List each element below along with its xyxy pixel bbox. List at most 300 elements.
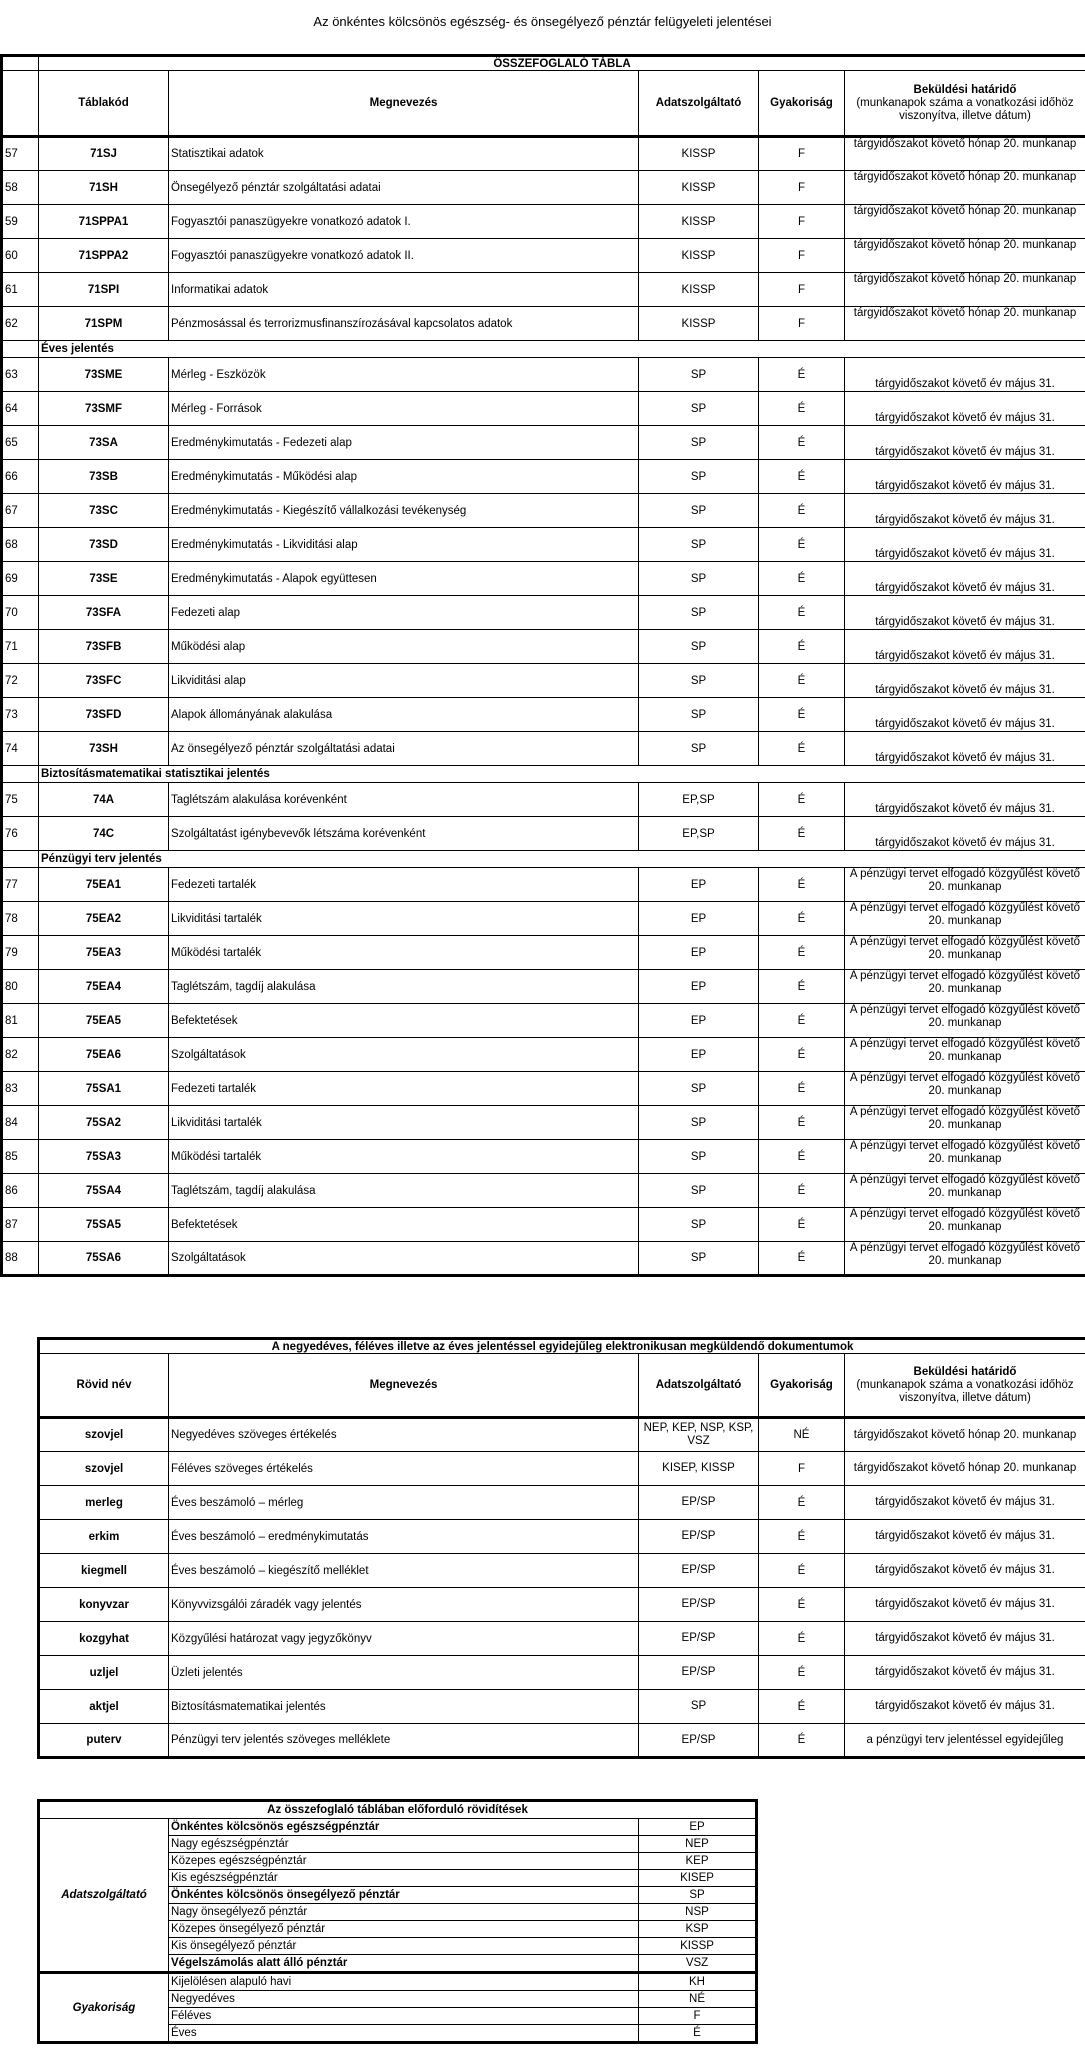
abbreviation-code: KSP [639, 1921, 757, 1938]
table-code: 73SD [39, 528, 169, 562]
frequency-code: F [759, 239, 845, 273]
frequency-code: É [759, 783, 845, 817]
row-number: 83 [2, 1072, 39, 1106]
frequency-code: É [759, 902, 845, 936]
table-code: 75SA4 [39, 1174, 169, 1208]
header-frequency: Gyakoriság [759, 71, 845, 137]
table-row [2, 970, 1085, 1004]
row-number: 80 [2, 970, 39, 1004]
table-name: Fogyasztói panaszügyekre vonatkozó adatok II. [169, 239, 639, 273]
row-number: 81 [2, 1004, 39, 1038]
provider-code: SP [639, 426, 759, 460]
abbreviation-code: É [639, 2025, 757, 2043]
table-row [2, 936, 1085, 970]
table-row [2, 494, 1085, 528]
table-name: Eredménykimutatás - Fedezeti alap [169, 426, 639, 460]
deadline: A pénzügyi tervet elfogadó közgyűlést követő 20. munkanap [845, 1072, 1085, 1106]
documents-table-caption: A negyedéves, féléves illetve az éves jelentéssel egyidejűleg elektronikusan megküldendő dokumentumok [39, 1339, 1085, 1354]
provider-code: EP [639, 1038, 759, 1072]
deadline: tárgyidőszakot követő év május 31. [845, 392, 1085, 426]
header-name: Megnevezés [169, 1354, 639, 1418]
frequency-code: É [759, 1106, 845, 1140]
header-short-name: Rövid név [39, 1354, 169, 1418]
table-code: 73SE [39, 562, 169, 596]
table-name: Eredménykimutatás - Likviditási alap [169, 528, 639, 562]
deadline: tárgyidőszakot követő év május 31. [845, 1656, 1085, 1690]
deadline: tárgyidőszakot követő év május 31. [845, 732, 1085, 766]
deadline: A pénzügyi tervet elfogadó közgyűlést követő 20. munkanap [845, 1208, 1085, 1242]
frequency-code: É [759, 970, 845, 1004]
row-number: 85 [2, 1140, 39, 1174]
summary-table [0, 54, 1085, 1277]
table-code: 74A [39, 783, 169, 817]
abbreviation-code: NSP [639, 1904, 757, 1921]
provider-code: NEP, KEP, NSP, KSP, VSZ [639, 1418, 759, 1452]
table-code: 71SPI [39, 273, 169, 307]
section-title: Biztosításmatematikai statisztikai jelentés [39, 766, 1085, 783]
abbreviation-name: Negyedéves [169, 1991, 639, 2008]
table-code: 71SJ [39, 137, 169, 171]
abbreviation-name: Éves [169, 2025, 639, 2043]
row-number: 74 [2, 732, 39, 766]
deadline: A pénzügyi tervet elfogadó közgyűlést követő 20. munkanap [845, 936, 1085, 970]
table-name: Szolgáltatást igénybevevők létszáma korévenként [169, 817, 639, 851]
frequency-code: F [759, 205, 845, 239]
table-row [2, 392, 1085, 426]
provider-code: SP [639, 1140, 759, 1174]
document-name: Biztosításmatematikai jelentés [169, 1690, 639, 1724]
frequency-code: É [759, 732, 845, 766]
frequency-code: É [759, 1072, 845, 1106]
deadline: tárgyidőszakot követő hónap 20. munkanap [845, 1452, 1085, 1486]
table-row [2, 273, 1085, 307]
table-name: Taglétszám alakulása korévenként [169, 783, 639, 817]
frequency-code: É [759, 817, 845, 851]
abbreviation-code: SP [639, 1887, 757, 1904]
frequency-code: F [759, 273, 845, 307]
table-name: Működési tartalék [169, 1140, 639, 1174]
header-code: Táblakód [39, 71, 169, 137]
deadline: tárgyidőszakot követő év május 31. [845, 698, 1085, 732]
table-name: Statisztikai adatok [169, 137, 639, 171]
table-row [2, 868, 1085, 902]
table-row [2, 307, 1085, 341]
frequency-code: É [759, 1520, 845, 1554]
deadline: tárgyidőszakot követő év május 31. [845, 817, 1085, 851]
row-number: 65 [2, 426, 39, 460]
provider-code: SP [639, 1242, 759, 1276]
table-row [2, 239, 1085, 273]
document-name: Pénzügyi terv jelentés szöveges melléklete [169, 1724, 639, 1758]
table-name: Alapok állományának alakulása [169, 698, 639, 732]
table-code: 75EA3 [39, 936, 169, 970]
table-code: 73SFC [39, 664, 169, 698]
provider-code: SP [639, 1174, 759, 1208]
deadline: tárgyidőszakot követő hónap 20. munkanap [845, 171, 1085, 205]
header-deadline: Beküldési határidő (munkanapok száma a vonatkozási időhöz viszonyítva, illetve dátum) [845, 71, 1085, 137]
table-row [2, 902, 1085, 936]
frequency-code: É [759, 1208, 845, 1242]
section-title: Éves jelentés [39, 341, 1085, 358]
frequency-code: É [759, 392, 845, 426]
provider-code: EP/SP [639, 1656, 759, 1690]
deadline: tárgyidőszakot követő hónap 20. munkanap [845, 239, 1085, 273]
row-number: 82 [2, 1038, 39, 1072]
header-frequency: Gyakoriság [759, 1354, 845, 1418]
abbreviation-code: NEP [639, 1836, 757, 1853]
row-number: 77 [2, 868, 39, 902]
provider-code: KISSP [639, 273, 759, 307]
abbreviation-row [39, 1819, 757, 1836]
table-code: 75SA2 [39, 1106, 169, 1140]
table-row [2, 205, 1085, 239]
abbreviation-code: KEP [639, 1853, 757, 1870]
short-name: puterv [39, 1724, 169, 1758]
table-name: Fedezeti tartalék [169, 868, 639, 902]
section-header [2, 341, 1085, 358]
section-spacer [2, 851, 39, 868]
abbreviation-row [39, 1973, 757, 1991]
table-code: 73SH [39, 732, 169, 766]
table-row [39, 1554, 1085, 1588]
table-row [2, 630, 1085, 664]
table-row [2, 1174, 1085, 1208]
deadline: tárgyidőszakot követő év május 31. [845, 1486, 1085, 1520]
row-number: 87 [2, 1208, 39, 1242]
short-name: kozgyhat [39, 1622, 169, 1656]
deadline: A pénzügyi tervet elfogadó közgyűlést követő 20. munkanap [845, 1004, 1085, 1038]
table-row [39, 1588, 1085, 1622]
abbreviation-name: Végelszámolás alatt álló pénztár [169, 1955, 639, 1973]
provider-code: SP [639, 664, 759, 698]
row-number: 84 [2, 1106, 39, 1140]
provider-code: EP [639, 936, 759, 970]
provider-code: SP [639, 562, 759, 596]
table-code: 71SPPA1 [39, 205, 169, 239]
table-code: 73SFD [39, 698, 169, 732]
table-code: 73SFA [39, 596, 169, 630]
table-row [39, 1486, 1085, 1520]
frequency-code: É [759, 528, 845, 562]
frequency-code: É [759, 1656, 845, 1690]
table-row [2, 171, 1085, 205]
table-row [39, 1452, 1085, 1486]
table-row [2, 1004, 1085, 1038]
section-header [2, 851, 1085, 868]
frequency-code: É [759, 1486, 845, 1520]
short-name: szovjel [39, 1418, 169, 1452]
frequency-code: É [759, 1724, 845, 1758]
short-name: kiegmell [39, 1554, 169, 1588]
table-row [2, 426, 1085, 460]
row-number: 62 [2, 307, 39, 341]
frequency-code: F [759, 171, 845, 205]
document-name: Üzleti jelentés [169, 1656, 639, 1690]
row-number: 58 [2, 171, 39, 205]
table-code: 75SA3 [39, 1140, 169, 1174]
abbreviation-code: VSZ [639, 1955, 757, 1973]
page-title: Az önkéntes kölcsönös egészség- és önsegélyező pénztár felügyeleti jelentései [313, 14, 772, 29]
provider-code: EP,SP [639, 783, 759, 817]
table-name: Működési alap [169, 630, 639, 664]
table-row [2, 460, 1085, 494]
table-row [2, 732, 1085, 766]
frequency-code: É [759, 1554, 845, 1588]
table-code: 73SME [39, 358, 169, 392]
deadline: tárgyidőszakot követő év május 31. [845, 596, 1085, 630]
abbreviation-name: Közepes egészségpénztár [169, 1853, 639, 1870]
table-name: Befektetések [169, 1004, 639, 1038]
abbreviation-name: Nagy önsegélyező pénztár [169, 1904, 639, 1921]
provider-code: SP [639, 1072, 759, 1106]
section-spacer [2, 766, 39, 783]
table-code: 73SB [39, 460, 169, 494]
table-code: 75EA4 [39, 970, 169, 1004]
table-code: 71SH [39, 171, 169, 205]
row-number: 68 [2, 528, 39, 562]
table-row [39, 1418, 1085, 1452]
table-code: 73SA [39, 426, 169, 460]
frequency-code: É [759, 664, 845, 698]
table-row [2, 1072, 1085, 1106]
deadline: a pénzügyi terv jelentéssel egyidejűleg [845, 1724, 1085, 1758]
row-number: 63 [2, 358, 39, 392]
abbreviation-name: Önkéntes kölcsönös egészségpénztár [169, 1819, 639, 1836]
table-row [2, 783, 1085, 817]
table-name: Fedezeti alap [169, 596, 639, 630]
provider-code: SP [639, 698, 759, 732]
provider-code: SP [639, 1208, 759, 1242]
provider-code: EP/SP [639, 1588, 759, 1622]
table-code: 75SA6 [39, 1242, 169, 1276]
table-row [39, 1690, 1085, 1724]
table-code: 74C [39, 817, 169, 851]
table-name: Szolgáltatások [169, 1242, 639, 1276]
provider-code: EP [639, 868, 759, 902]
frequency-code: É [759, 1588, 845, 1622]
deadline: tárgyidőszakot követő év május 31. [845, 494, 1085, 528]
row-number: 72 [2, 664, 39, 698]
table-row [2, 562, 1085, 596]
table-code: 71SPM [39, 307, 169, 341]
provider-category: Adatszolgáltató [39, 1819, 169, 1973]
abbreviation-name: Közepes önsegélyező pénztár [169, 1921, 639, 1938]
provider-code: KISSP [639, 239, 759, 273]
deadline: tárgyidőszakot követő év május 31. [845, 358, 1085, 392]
frequency-code: É [759, 630, 845, 664]
row-number: 69 [2, 562, 39, 596]
short-name: konyvzar [39, 1588, 169, 1622]
table-name: Mérleg - Eszközök [169, 358, 639, 392]
frequency-code: É [759, 1690, 845, 1724]
frequency-code: É [759, 460, 845, 494]
deadline: tárgyidőszakot követő hónap 20. munkanap [845, 307, 1085, 341]
provider-code: EP,SP [639, 817, 759, 851]
abbreviation-code: F [639, 2008, 757, 2025]
row-number: 61 [2, 273, 39, 307]
table-name: Taglétszám, tagdíj alakulása [169, 970, 639, 1004]
frequency-code: É [759, 1174, 845, 1208]
table-row [2, 817, 1085, 851]
row-number: 66 [2, 460, 39, 494]
abbreviation-name: Önkéntes kölcsönös önsegélyező pénztár [169, 1887, 639, 1904]
deadline: A pénzügyi tervet elfogadó közgyűlést követő 20. munkanap [845, 902, 1085, 936]
abbreviation-code: NÉ [639, 1991, 757, 2008]
deadline: A pénzügyi tervet elfogadó közgyűlést követő 20. munkanap [845, 970, 1085, 1004]
deadline: tárgyidőszakot követő hónap 20. munkanap [845, 273, 1085, 307]
provider-code: SP [639, 1106, 759, 1140]
provider-code: EP [639, 1004, 759, 1038]
deadline: tárgyidőszakot követő hónap 20. munkanap [845, 137, 1085, 171]
short-name: uzljel [39, 1656, 169, 1690]
table-name: Önsegélyező pénztár szolgáltatási adatai [169, 171, 639, 205]
abbreviation-name: Féléves [169, 2008, 639, 2025]
deadline: tárgyidőszakot követő év május 31. [845, 562, 1085, 596]
provider-code: SP [639, 460, 759, 494]
abbreviation-name: Kis önsegélyező pénztár [169, 1938, 639, 1955]
deadline: tárgyidőszakot követő év május 31. [845, 528, 1085, 562]
frequency-code: É [759, 698, 845, 732]
row-number: 70 [2, 596, 39, 630]
deadline: A pénzügyi tervet elfogadó közgyűlést követő 20. munkanap [845, 1174, 1085, 1208]
frequency-code: É [759, 1038, 845, 1072]
table-row [39, 1656, 1085, 1690]
abbreviation-name: Kis egészségpénztár [169, 1870, 639, 1887]
header-name: Megnevezés [169, 71, 639, 137]
abbreviation-name: Kijelölésen alapuló havi [169, 1973, 639, 1991]
row-number: 76 [2, 817, 39, 851]
summary-table-caption: ÖSSZEFOGLALÓ TÁBLA [39, 56, 1085, 71]
provider-code: EP [639, 970, 759, 1004]
table-name: Működési tartalék [169, 936, 639, 970]
table-row [2, 664, 1085, 698]
deadline: tárgyidőszakot követő év május 31. [845, 1520, 1085, 1554]
provider-code: SP [639, 494, 759, 528]
table-name: Pénzmosással és terrorizmusfinanszírozásával kapcsolatos adatok [169, 307, 639, 341]
document-name: Féléves szöveges értékelés [169, 1452, 639, 1486]
deadline: A pénzügyi tervet elfogadó közgyűlést követő 20. munkanap [845, 1242, 1085, 1276]
table-code: 71SPPA2 [39, 239, 169, 273]
deadline: A pénzügyi tervet elfogadó közgyűlést követő 20. munkanap [845, 1140, 1085, 1174]
abbreviation-name: Nagy egészségpénztár [169, 1836, 639, 1853]
deadline: tárgyidőszakot követő hónap 20. munkanap [845, 1418, 1085, 1452]
table-name: Fogyasztói panaszügyekre vonatkozó adatok I. [169, 205, 639, 239]
document-name: Éves beszámoló – kiegészítő melléklet [169, 1554, 639, 1588]
frequency-code: É [759, 1622, 845, 1656]
abbreviation-code: EP [639, 1819, 757, 1836]
row-number: 73 [2, 698, 39, 732]
abbreviation-code: KISEP [639, 1870, 757, 1887]
deadline: tárgyidőszakot követő év május 31. [845, 1622, 1085, 1656]
abbreviation-code: KH [639, 1973, 757, 1991]
table-row [39, 1724, 1085, 1758]
short-name: merleg [39, 1486, 169, 1520]
summary-header-row [2, 71, 1085, 137]
frequency-code: É [759, 1004, 845, 1038]
frequency-code: NÉ [759, 1418, 845, 1452]
frequency-code: É [759, 1242, 845, 1276]
documents-table [37, 1337, 1085, 1759]
deadline: tárgyidőszakot követő év május 31. [845, 664, 1085, 698]
table-row [2, 1106, 1085, 1140]
table-name: Informatikai adatok [169, 273, 639, 307]
table-name: Likviditási tartalék [169, 902, 639, 936]
header-deadline: Beküldési határidő (munkanapok száma a vonatkozási időhöz viszonyítva, illetve dátum) [845, 1354, 1085, 1418]
table-code: 75EA6 [39, 1038, 169, 1072]
document-name: Könyvvizsgálói záradék vagy jelentés [169, 1588, 639, 1622]
row-number: 71 [2, 630, 39, 664]
table-name: Szolgáltatások [169, 1038, 639, 1072]
table-row [2, 596, 1085, 630]
deadline: tárgyidőszakot követő év május 31. [845, 1554, 1085, 1588]
frequency-code: F [759, 1452, 845, 1486]
table-row [2, 698, 1085, 732]
section-title: Pénzügyi terv jelentés [39, 851, 1085, 868]
table-row [2, 1242, 1085, 1276]
table-name: Mérleg - Források [169, 392, 639, 426]
abbreviations-caption: Az összefoglaló táblában előforduló rövidítések [39, 1801, 757, 1819]
deadline: tárgyidőszakot követő év május 31. [845, 783, 1085, 817]
provider-code: EP [639, 902, 759, 936]
frequency-code: É [759, 426, 845, 460]
table-name: Eredménykimutatás - Működési alap [169, 460, 639, 494]
deadline: tárgyidőszakot követő év május 31. [845, 630, 1085, 664]
table-row [2, 358, 1085, 392]
provider-code: SP [639, 528, 759, 562]
frequency-code: É [759, 936, 845, 970]
frequency-code: É [759, 596, 845, 630]
deadline: A pénzügyi tervet elfogadó közgyűlést követő 20. munkanap [845, 868, 1085, 902]
provider-code: SP [639, 732, 759, 766]
row-number: 88 [2, 1242, 39, 1276]
table-name: Eredménykimutatás - Alapok együttesen [169, 562, 639, 596]
table-code: 75SA5 [39, 1208, 169, 1242]
frequency-category: Gyakoriság [39, 1973, 169, 2043]
row-number: 64 [2, 392, 39, 426]
provider-code: KISSP [639, 171, 759, 205]
provider-code: EP/SP [639, 1724, 759, 1758]
table-name: Befektetések [169, 1208, 639, 1242]
header-provider: Adatszolgáltató [639, 71, 759, 137]
table-row [39, 1520, 1085, 1554]
frequency-code: É [759, 1140, 845, 1174]
table-row [2, 1038, 1085, 1072]
section-header [2, 766, 1085, 783]
short-name: erkim [39, 1520, 169, 1554]
short-name: szovjel [39, 1452, 169, 1486]
provider-code: KISEP, KISSP [639, 1452, 759, 1486]
section-spacer [2, 341, 39, 358]
row-number: 78 [2, 902, 39, 936]
provider-code: EP/SP [639, 1520, 759, 1554]
table-name: Taglétszám, tagdíj alakulása [169, 1174, 639, 1208]
table-code: 75SA1 [39, 1072, 169, 1106]
deadline: tárgyidőszakot követő hónap 20. munkanap [845, 205, 1085, 239]
document-name: Éves beszámoló – eredménykimutatás [169, 1520, 639, 1554]
short-name: aktjel [39, 1690, 169, 1724]
provider-code: EP/SP [639, 1486, 759, 1520]
frequency-code: É [759, 358, 845, 392]
table-code: 73SMF [39, 392, 169, 426]
deadline: tárgyidőszakot követő év május 31. [845, 426, 1085, 460]
provider-code: SP [639, 596, 759, 630]
deadline: A pénzügyi tervet elfogadó közgyűlést követő 20. munkanap [845, 1038, 1085, 1072]
abbreviations-table [37, 1799, 758, 2044]
row-number: 86 [2, 1174, 39, 1208]
provider-code: KISSP [639, 137, 759, 171]
provider-code: EP/SP [639, 1554, 759, 1588]
abbreviation-code: KISSP [639, 1938, 757, 1955]
